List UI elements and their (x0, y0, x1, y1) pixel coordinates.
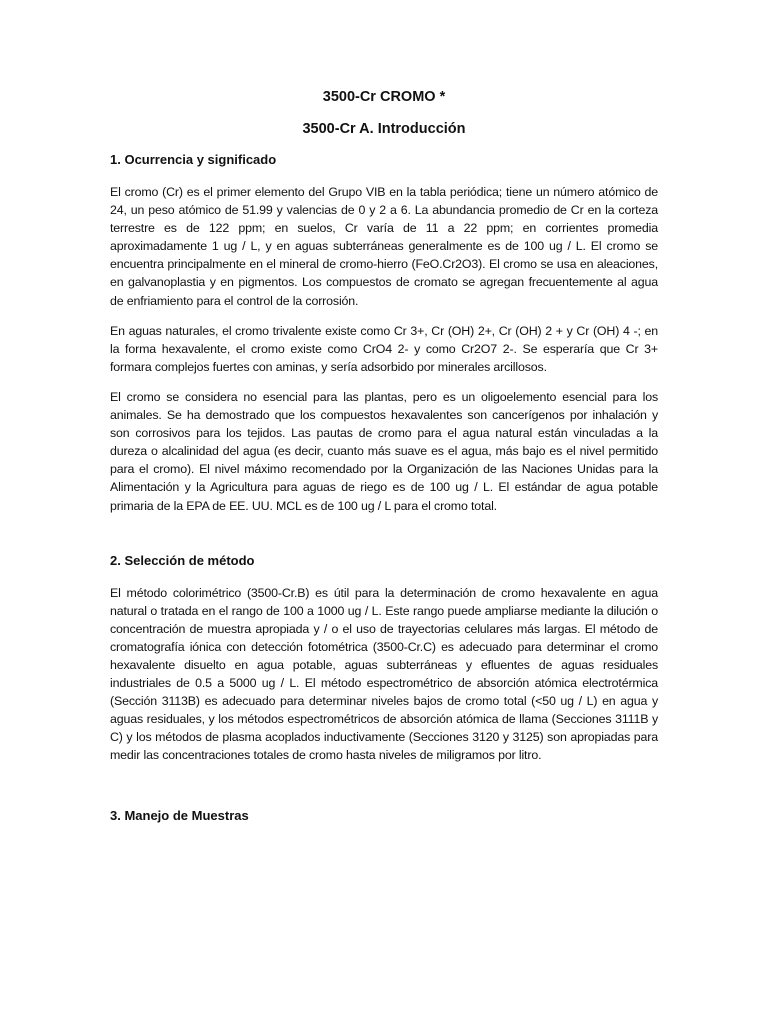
section-heading-manejo: 3. Manejo de Muestras (110, 807, 249, 823)
document-page (110, 84, 658, 825)
section-heading-seleccion: 2. Selección de método (110, 552, 255, 568)
paragraph: El cromo se considera no esencial para las plantas, pero es un oligoelemento esencial para los animales. Se ha demostrado que los compuestos hexavalentes son cancerígenos por inhalación y son corrosivos para los tejidos. Las pautas de cromo para el agua natural están vinculadas a la dureza o alcalinidad del agua (es decir, cuanto más suave es el agua, más bajo es el nivel permitido para el cromo). El nivel máximo recomendado por la Organización de las Naciones Unidas para la Alimentación y la Agricultura para aguas de riego es de 100 ug / L. El estándar de agua potable primaria de la EPA de EE. UU. MCL es de 100 ug / L para el cromo total. (110, 389, 658, 513)
paragraph: El cromo (Cr) es el primer elemento del Grupo VIB en la tabla periódica; tiene un número atómico de 24, un peso atómico de 51.99 y valencias de 0 y 2 a 6. La abundancia promedio de Cr en la corteza terrestre es de 122 ppm; en suelos, Cr varía de 11 a 22 ppm; en corrientes promedia aproximadamente 1 ug / L, y en aguas subterráneas generalmente es de 100 ug / L. El cromo se encuentra principalmente en el mineral de cromo-hierro (FeO.Cr2O3). El cromo se usa en aleaciones, en galvanoplastia y en pigmentos. Los compuestos de cromato se agregan frecuentemente al agua de enfriamiento para el control de la corrosión. (110, 185, 658, 308)
document-title: 3500-Cr CROMO * (322, 89, 446, 105)
paragraph: En aguas naturales, el cromo trivalente existe como Cr 3+, Cr (OH) 2+, Cr (OH) 2 + y Cr (OH) 4 -; en la forma hexavalente, el cromo existe como CrO4 2- y como Cr2O7 2-. Se esperaría que Cr 3+ formara complejos fuertes con aminas, y sería adsorbido por minerales arcillosos. (110, 323, 658, 374)
section-heading-ocurrencia: 1. Ocurrencia y significado (110, 152, 277, 167)
paragraph: El método colorimétrico (3500-Cr.B) es útil para la determinación de cromo hexavalente en agua natural o tratada en el rango de 100 a 1000 ug / L. Este rango puede ampliarse mediante la dilución o concentración de muestra apropiada y / o el uso de trayectorias celulares más largas. El método de cromatografía iónica con detección fotométrica (3500-Cr.C) es adecuado para determinar el cromo hexavalente disuelto en agua potable, aguas subterráneas y efluentes de aguas residuales industriales de 0.5 a 5000 ug / L. El método espectrométrico de absorción atómica electrotérmica (Sección 3113B) es adecuado para determinar niveles bajos de cromo total (<50 ug / L) en agua y aguas residuales, y los métodos espectrométricos de absorción atómica de llama (Secciones 3111B y C) y los métodos de plasma acoplados inductivamente (Secciones 3120 y 3125) son apropiadas para medir las concentraciones totales de cromo hasta niveles de miligramos por litro. (110, 585, 658, 763)
document-subtitle: 3500-Cr A. Introducción (302, 121, 466, 137)
